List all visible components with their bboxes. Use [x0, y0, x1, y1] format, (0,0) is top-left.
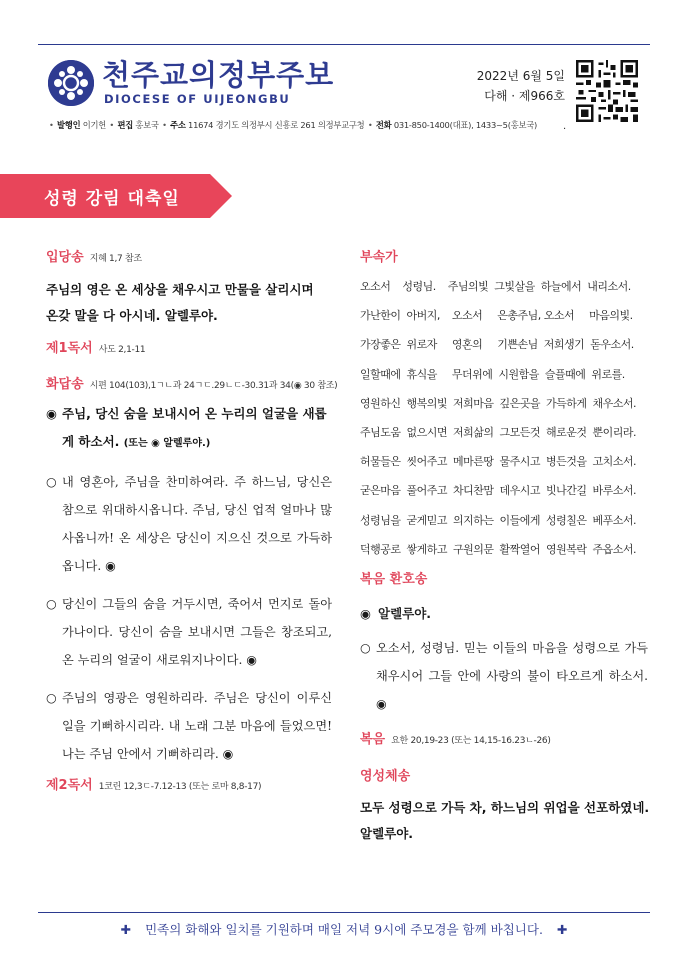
psalm-verse-text: 주님의 영광은 영원하리라. 주님은 당신이 이루신 일을 기뻐하시리라. 내 노래 그분 마음에 들었으면! 나는 주님 안에서 기뻐하리라. ◉	[62, 691, 332, 761]
feast-title: 성령 강림 대축일	[44, 189, 180, 209]
header-top-rule	[38, 44, 650, 45]
right-column	[360, 246, 648, 847]
footer-text: 민족의 화해와 일치를 기원하며 매일 저녁 9시에 주모경을 함께 바칩니다.	[145, 922, 543, 937]
meta-trailing-dot: .	[563, 121, 567, 132]
acclamation-verse-text: 오소서, 성령님. 믿는 이들의 마음을 성령으로 가득 채우시어 그들 안에 사랑의 불이 타오르게 하소서. ◉	[376, 641, 648, 712]
phone-value: 031-850-1400(대표), 1433~5(홍보국)	[393, 120, 537, 130]
psalm-verse	[46, 684, 332, 768]
psalm-verse-text: 내 영혼아, 주님을 찬미하여라. 주 하느님, 당신은 참으로 위대하시옵니다. 주님, 당신 업적 얼마나 많사옵니까! 온 세상은 당신이 지으신 것으로 가득하옵니다. ◉	[62, 475, 332, 573]
sequence-line: 일할때에 휴식을 무더위에 시원함을 슬플때에 위로를.	[360, 367, 625, 381]
communion-heading	[360, 765, 648, 787]
reading2-heading	[46, 774, 332, 797]
brand-name-english: DIOCESE OF UIJEONGBU	[104, 92, 291, 106]
reading2-title: 제2독서	[46, 778, 93, 793]
cross-icon: ✚	[556, 922, 568, 937]
address-value: 11674 경기도 의정부시 신흥로 261 의정부교구청	[188, 120, 365, 130]
sequence-line: 덕행공로 쌓게하고 구원의문 활짝열어 영원복락 주옵소서.	[360, 542, 636, 556]
psalm-title: 화답송	[46, 377, 84, 392]
psalm-ref: 시편 104(103),1ㄱㄴ과 24ㄱㄷ.29ㄴㄷ-30.31과 34(◉ 30 참조)	[89, 381, 338, 391]
verse-symbol: ○	[46, 597, 57, 611]
psalm-verse-text: 당신이 그들의 숨을 거두시면, 죽어서 먼지로 돌아가나이다. 당신이 숨을 보내시면 그들은 창조되고, 온 누리의 얼굴이 새로워지나이다. ◉	[62, 597, 332, 667]
gospel-title: 복음	[360, 732, 386, 748]
issue-date: 2022년 6월 5일	[476, 69, 565, 83]
issue-number: 다해 · 제966호	[484, 89, 565, 103]
left-column	[46, 246, 338, 797]
entrance-line-2: 온갖 말을 다 아시네. 알렐루야.	[46, 308, 218, 323]
diocese-logo-icon	[48, 60, 94, 106]
entrance-title: 입당송	[46, 250, 84, 265]
feast-banner	[0, 174, 232, 218]
address-label: 주소	[170, 120, 186, 130]
footer	[0, 920, 688, 938]
sequence-line: 주님도움 없으시면 저희삶의 그모든것 해로운것 뿐이리라.	[360, 426, 636, 440]
publisher-label: 발행인	[57, 120, 81, 130]
psalm-heading	[46, 373, 338, 396]
publication-meta: • 발행인 이기헌 • 편집 홍보국 • 주소 11674 경기도 의정부시 신흥로 261 의정부교구청 • 전화 031-850-1400(대표), 1433~5(홍보국)	[49, 120, 537, 130]
qr-code-icon[interactable]	[576, 60, 638, 122]
acclamation-title: 복음 환호송	[360, 572, 428, 588]
communion-line-2: 알렐루야.	[360, 826, 414, 842]
publisher-name: 이기헌	[82, 120, 107, 130]
acclamation-heading	[360, 568, 648, 590]
sequence-line: 굳은마음 풀어주고 차디찬맘 데우시고 빗나간길 바루소서.	[360, 484, 636, 498]
response-symbol: ◉	[360, 606, 371, 622]
cross-icon: ✚	[120, 922, 132, 937]
psalm-verse	[46, 468, 332, 580]
verse-symbol: ○	[46, 691, 57, 705]
sequence-line: 허물들은 씻어주고 메마른땅 물주시고 병든것을 고치소서.	[360, 455, 636, 469]
psalm-response-alt: (또는 ◉ 알렐루야.)	[123, 438, 211, 449]
brand-name-korean: 천주교의정부주보	[102, 58, 335, 92]
entrance-ref: 지혜 1,7 참조	[89, 254, 142, 264]
issue-info	[477, 66, 565, 106]
psalm-verse	[46, 590, 332, 674]
communion-title: 영성체송	[360, 769, 411, 785]
entrance-line-1: 주님의 영은 온 세상을 채우시고 만물을 살리시며	[46, 282, 314, 297]
communion-line-1: 모두 성령으로 가득 차, 하느님의 위업을 선포하였네.	[360, 800, 650, 816]
sequence-line: 성령님을 굳게믿고 의지하는 이들에게 성령칠은 베푸소서.	[360, 513, 636, 527]
verse-symbol: ○	[360, 641, 371, 656]
gospel-heading	[360, 728, 648, 751]
sequence-line: 오소서 성령님. 주님의빛 그빛살을 하늘에서 내리소서.	[360, 280, 631, 293]
sequence-heading	[360, 246, 648, 268]
entrance-heading	[46, 246, 332, 269]
response-symbol: ◉	[46, 406, 57, 421]
psalm-response-text: 주님, 당신 숨을 보내시어 온 누리의 얼굴을 새롭게 하소서.	[62, 406, 327, 449]
footer-rule	[38, 912, 650, 913]
reading1-ref: 사도 2,1-11	[98, 345, 146, 355]
sequence-line: 가난한이 아버지, 오소서 은총주님, 오소서 마음의빛.	[360, 309, 633, 323]
reading1-title: 제1독서	[46, 341, 93, 356]
gospel-ref: 요한 20,19-23 (또는 14,15-16.23ㄴ-26)	[391, 736, 551, 747]
sequence-title: 부속가	[360, 250, 398, 265]
editor-label: 편집	[117, 120, 133, 130]
sequence-line: 영원하신 행복의빛 저희마음 깊은곳을 가득하게 채우소서.	[360, 396, 636, 410]
acclamation-verse	[360, 634, 648, 718]
acclamation-response-text: 알렐루야.	[378, 606, 432, 622]
editor-name: 홍보국	[135, 120, 159, 130]
sequence-line: 가장좋은 위로자 영혼의 기쁜손님 저희생기 돋우소서.	[360, 338, 634, 352]
verse-symbol: ○	[46, 475, 57, 489]
psalm-response	[46, 400, 332, 458]
acclamation-response	[360, 602, 648, 626]
reading1-heading	[46, 337, 332, 360]
reading2-ref: 1코린 12,3ㄷ-7.12-13 (또는 로마 8,8-17)	[98, 782, 262, 792]
phone-label: 전화	[375, 120, 392, 130]
